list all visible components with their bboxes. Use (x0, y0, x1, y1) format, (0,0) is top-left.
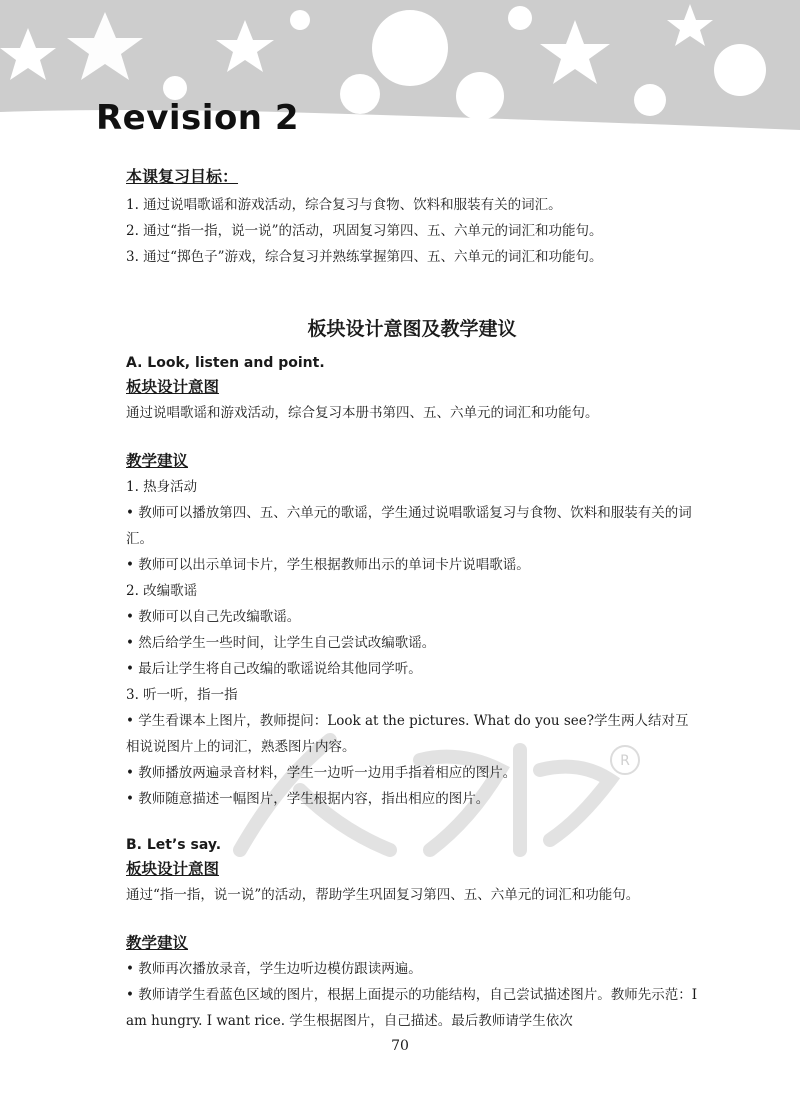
page-title: Revision 2 (96, 98, 300, 138)
bullet-item: • 教师再次播放录音，学生边听边模仿跟读两遍。 (126, 961, 422, 977)
objectives-list (126, 192, 698, 270)
bullet-item: • 最后让学生将自己改编的歌谣说给其他同学听。 (126, 661, 422, 677)
circle-shape (163, 76, 187, 100)
circle-shape (340, 74, 380, 114)
bullet-item: • 教师随意描述一幅图片，学生根据内容，指出相应的图片。 (126, 791, 490, 807)
objective-item: 2. 通过“指一指，说一说”的活动，巩固复习第四、五、六单元的词汇和功能句。 (126, 223, 603, 239)
circle-shape (714, 44, 766, 96)
bullet-item: • 然后给学生一些时间，让学生自己尝试改编歌谣。 (126, 635, 436, 651)
objective-item: 3. 通过“掷色子”游戏，综合复习并熟练掌握第四、五、六单元的词汇和功能句。 (126, 249, 603, 265)
page-number: 70 (391, 1038, 409, 1054)
svg-text:R: R (620, 753, 630, 769)
circle-shape (290, 10, 310, 30)
part-a-advice-heading: 教学建议 (126, 452, 189, 470)
part-a-design-heading: 板块设计意图 (126, 378, 220, 396)
bullet-item: • 教师请学生看蓝色区域的图片，根据上面提示的功能结构，自己尝试描述图片。教师先示范：I am hungry. I want rice. 学生根据图片，自己描述。最后教师请学生依次 (126, 987, 698, 1029)
part-b-heading: B. Let’s say. (126, 837, 222, 853)
page-content (126, 166, 698, 1034)
step-title: 3. 听一听，指一指 (126, 687, 238, 703)
bullet-item: • 教师可以播放第四、五、六单元的歌谣，学生通过说唱歌谣复习与食物、饮料和服装有关的词汇。 (126, 505, 692, 547)
bullet-item: • 教师可以自己先改编歌谣。 (126, 609, 301, 625)
section-heading: 板块设计意图及教学建议 (307, 318, 517, 340)
part-a-design-text: 通过说唱歌谣和游戏活动，综合复习本册书第四、五、六单元的词汇和功能句。 (126, 405, 599, 421)
part-b-design-text: 通过“指一指，说一说”的活动，帮助学生巩固复习第四、五、六单元的词汇和功能句。 (126, 887, 640, 903)
circle-shape (372, 10, 448, 86)
bullet-item: • 教师可以出示单词卡片，学生根据教师出示的单词卡片说唱歌谣。 (126, 557, 530, 573)
step-title: 2. 改编歌谣 (126, 583, 198, 599)
circle-shape (508, 6, 532, 30)
objectives-heading: 本课复习目标： (126, 167, 239, 186)
circle-shape (634, 84, 666, 116)
part-b-design-heading: 板块设计意图 (126, 860, 220, 878)
bullet-item: • 学生看课本上图片，教师提问：Look at the pictures. What do you see?学生两人结对互相说说图片上的词汇，熟悉图片内容。 (126, 713, 689, 755)
circle-shape (456, 72, 504, 120)
part-b-advice-heading: 教学建议 (126, 934, 189, 952)
part-a-heading: A. Look, listen and point. (126, 355, 325, 371)
bullet-item: • 教师播放两遍录音材料，学生一边听一边用手指着相应的图片。 (126, 765, 517, 781)
step-title: 1. 热身活动 (126, 479, 198, 495)
objective-item: 1. 通过说唱歌谣和游戏活动，综合复习与食物、饮料和服装有关的词汇。 (126, 197, 562, 213)
